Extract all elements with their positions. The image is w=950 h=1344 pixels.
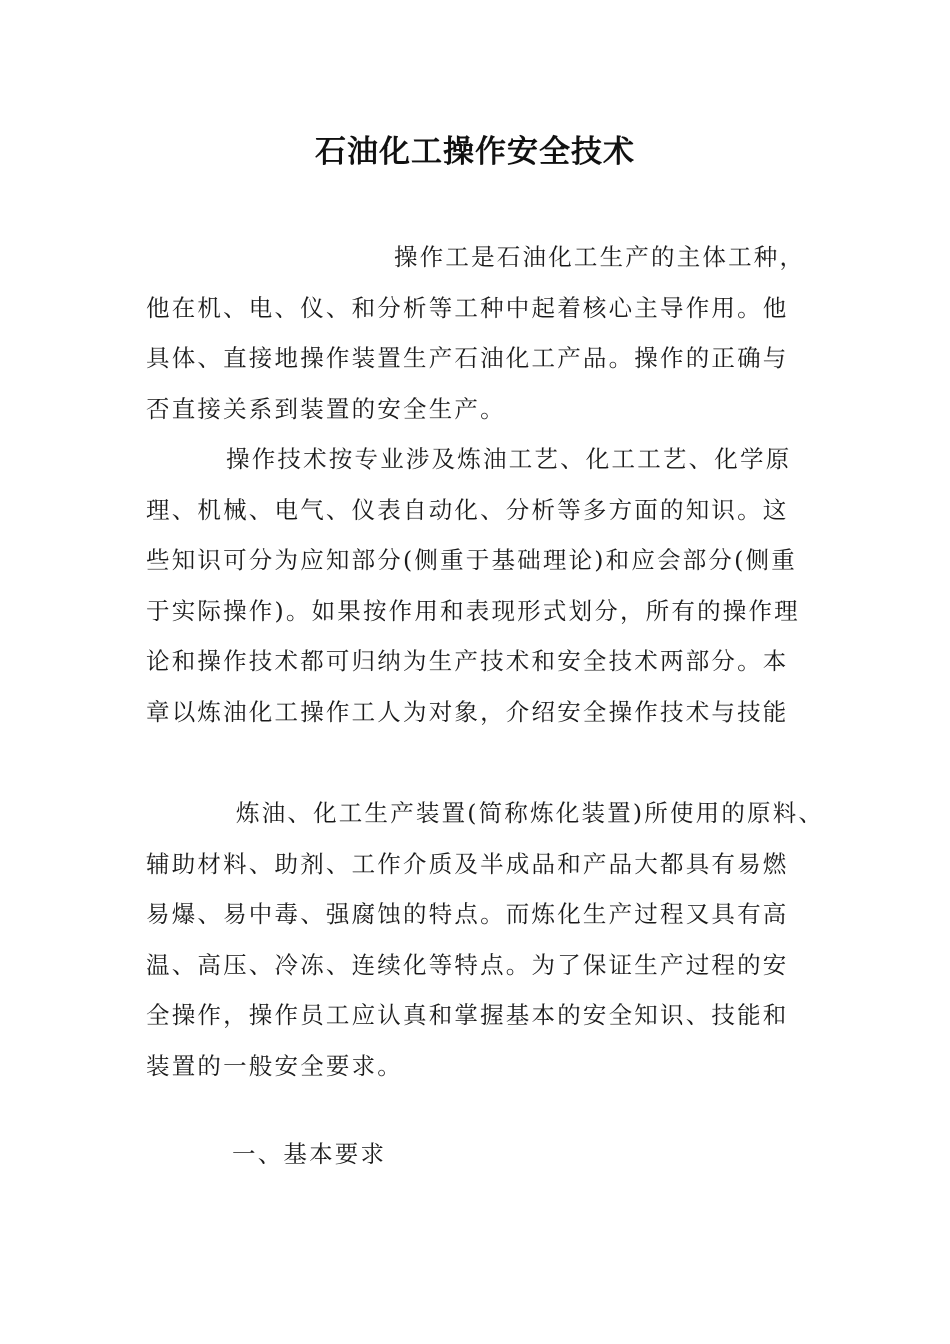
paragraph-line: 辅助材料、助剂、工作介质及半成品和产品大都具有易燃 bbox=[146, 849, 789, 878]
paragraph-line: 否直接关系到装置的安全生产。 bbox=[146, 394, 506, 423]
paragraph-line: 理、机械、电气、仪表自动化、分析等多方面的知识。这 bbox=[146, 495, 789, 524]
paragraph-line: 章以炼油化工操作工人为对象，介绍安全操作技术与技能 bbox=[146, 697, 789, 726]
paragraph-line: 装置的一般安全要求。 bbox=[146, 1051, 403, 1080]
paragraph-line: 论和操作技术都可归纳为生产技术和安全技术两部分。本 bbox=[146, 647, 789, 675]
paragraph-line: 全操作，操作员工应认真和掌握基本的安全知识、技能和 bbox=[146, 1001, 789, 1029]
paragraph-line: 操作工是石油化工生产的主体工种， bbox=[394, 243, 806, 271]
paragraph-line: 些知识可分为应知部分(侧重于基础理论)和应会部分(侧重 bbox=[146, 546, 797, 574]
paragraph-techniques bbox=[146, 434, 806, 737]
section-heading: 一、基本要求 bbox=[232, 1140, 387, 1168]
paragraph-line: 具体、直接地操作装置生产石油化工产品。操作的正确与 bbox=[146, 344, 789, 372]
paragraph-line: 他在机、电、仪、和分析等工种中起着核心主导作用。他 bbox=[146, 293, 789, 322]
paragraph-line: 炼油、化工生产装置(简称炼化装置)所使用的原料、 bbox=[236, 799, 825, 827]
document-title: 石油化工操作安全技术 bbox=[315, 134, 635, 170]
paragraph-line: 操作技术按专业涉及炼油工艺、化工工艺、化学原 bbox=[226, 445, 792, 473]
paragraph-line: 于实际操作)。如果按作用和表现形式划分，所有的操作理 bbox=[146, 596, 800, 625]
paragraph-materials bbox=[146, 788, 825, 1091]
paragraph-line: 温、高压、冷冻、连续化等特点。为了保证生产过程的安 bbox=[146, 950, 789, 979]
paragraph-intro bbox=[146, 232, 806, 434]
paragraph-line: 易爆、易中毒、强腐蚀的特点。而炼化生产过程又具有高 bbox=[146, 900, 789, 928]
